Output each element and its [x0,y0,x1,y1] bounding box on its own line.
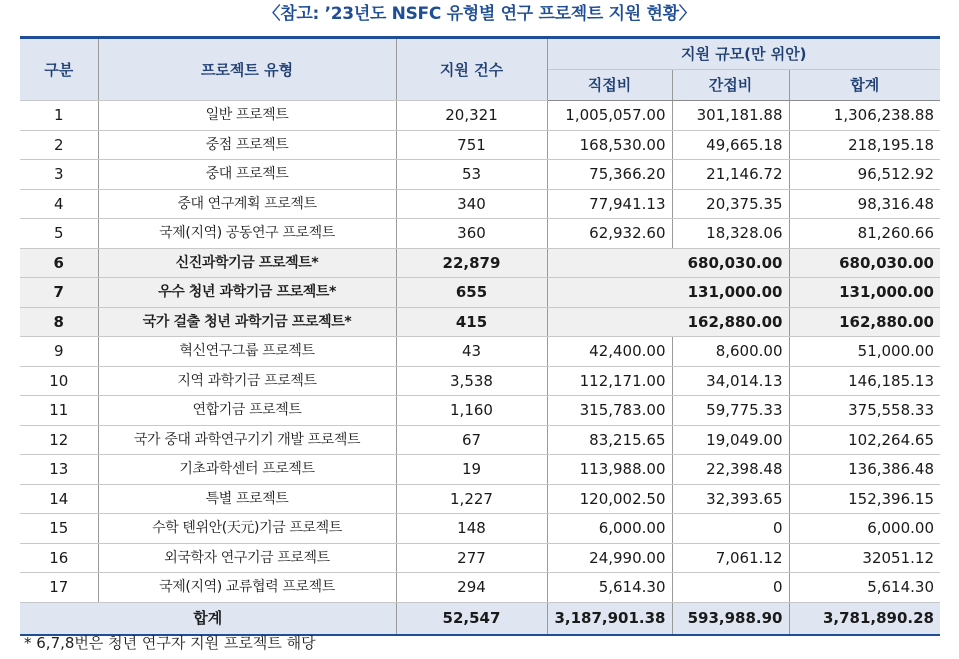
row-count: 294 [396,573,547,603]
nsfc-support-table [20,36,940,636]
table-row [20,101,940,131]
row-indirect-cost: 21,146.72 [672,160,789,190]
row-direct-cost: 112,171.00 [547,366,672,396]
row-direct-cost: 42,400.00 [547,337,672,367]
row-count: 360 [396,219,547,249]
row-total: 136,386.48 [789,455,940,485]
row-number: 7 [20,278,98,308]
table-row [20,307,940,337]
row-project-type: 기초과학센터 프로젝트 [98,455,396,485]
row-total: 146,185.13 [789,366,940,396]
row-indirect-cost: 49,665.18 [672,130,789,160]
row-total: 5,614.30 [789,573,940,603]
total-row [20,602,940,635]
row-project-type: 신진과학기금 프로젝트* [98,248,396,278]
header-indirect-cost: 간접비 [672,70,789,101]
table-title: 〈참고: ’23년도 NSFC 유형별 연구 프로젝트 지원 현황〉 [263,4,696,24]
table-body [20,101,940,603]
row-direct-cost: 315,783.00 [547,396,672,426]
row-count: 1,227 [396,484,547,514]
header-project-type: 프로젝트 유형 [98,38,396,101]
row-direct-cost: 77,941.13 [547,189,672,219]
row-number: 6 [20,248,98,278]
row-total: 162,880.00 [789,307,940,337]
row-total: 1,306,238.88 [789,101,940,131]
row-total: 51,000.00 [789,337,940,367]
row-project-type: 중대 연구계획 프로젝트 [98,189,396,219]
row-number: 13 [20,455,98,485]
row-number: 12 [20,425,98,455]
total-direct: 3,187,901.38 [547,602,672,635]
row-count: 415 [396,307,547,337]
row-count: 53 [396,160,547,190]
table-row [20,425,940,455]
table-row [20,573,940,603]
row-indirect-cost: 0 [672,573,789,603]
row-total: 6,000.00 [789,514,940,544]
row-count: 19 [396,455,547,485]
row-number: 2 [20,130,98,160]
row-direct-cost: 113,988.00 [547,455,672,485]
row-total: 32051.12 [789,543,940,573]
row-number: 14 [20,484,98,514]
row-direct-cost: 1,005,057.00 [547,101,672,131]
row-total: 96,512.92 [789,160,940,190]
row-number: 4 [20,189,98,219]
row-count: 43 [396,337,547,367]
row-project-type: 중대 프로젝트 [98,160,396,190]
table-row [20,160,940,190]
total-indirect: 593,988.90 [672,602,789,635]
row-number: 8 [20,307,98,337]
table-row [20,484,940,514]
header-support-scale: 지원 규모(만 위안) [547,38,940,70]
row-count: 277 [396,543,547,573]
row-indirect-cost: 8,600.00 [672,337,789,367]
footnote: * 6,7,8번은 청년 연구자 지원 프로젝트 해당 [24,634,316,652]
row-project-type: 국가 중대 과학연구기기 개발 프로젝트 [98,425,396,455]
row-total: 81,260.66 [789,219,940,249]
total-label: 합계 [20,602,396,635]
table-row [20,543,940,573]
row-direct-cost: 75,366.20 [547,160,672,190]
row-number: 5 [20,219,98,249]
table-row [20,189,940,219]
row-indirect-cost: 34,014.13 [672,366,789,396]
table-row [20,396,940,426]
row-total: 218,195.18 [789,130,940,160]
row-direct-cost: 6,000.00 [547,514,672,544]
row-project-type: 연합기금 프로젝트 [98,396,396,426]
row-count: 20,321 [396,101,547,131]
row-number: 3 [20,160,98,190]
row-project-type: 우수 청년 과학기금 프로젝트* [98,278,396,308]
row-indirect-cost: 0 [672,514,789,544]
row-project-type: 국제(지역) 공동연구 프로젝트 [98,219,396,249]
row-project-type: 혁신연구그룹 프로젝트 [98,337,396,367]
row-project-type: 국제(지역) 교류협력 프로젝트 [98,573,396,603]
row-total: 98,316.48 [789,189,940,219]
table-row [20,248,940,278]
total-count: 52,547 [396,602,547,635]
row-project-type: 특별 프로젝트 [98,484,396,514]
row-indirect-cost: 59,775.33 [672,396,789,426]
row-project-type: 수학 톈위안(天元)기금 프로젝트 [98,514,396,544]
header-direct-cost: 직접비 [547,70,672,101]
row-indirect-cost: 32,393.65 [672,484,789,514]
row-total: 375,558.33 [789,396,940,426]
row-number: 15 [20,514,98,544]
row-total: 102,264.65 [789,425,940,455]
table-row [20,278,940,308]
row-count: 1,160 [396,396,547,426]
table-row [20,130,940,160]
row-direct-cost: 120,002.50 [547,484,672,514]
row-project-type: 일반 프로젝트 [98,101,396,131]
row-merged-cost: 680,030.00 [547,248,789,278]
total-sum: 3,781,890.28 [789,602,940,635]
row-number: 16 [20,543,98,573]
row-indirect-cost: 18,328.06 [672,219,789,249]
row-project-type: 지역 과학기금 프로젝트 [98,366,396,396]
header-sum: 합계 [789,70,940,101]
row-indirect-cost: 301,181.88 [672,101,789,131]
row-count: 67 [396,425,547,455]
row-number: 9 [20,337,98,367]
row-total: 680,030.00 [789,248,940,278]
row-total: 131,000.00 [789,278,940,308]
row-direct-cost: 62,932.60 [547,219,672,249]
row-number: 11 [20,396,98,426]
row-number: 10 [20,366,98,396]
row-number: 1 [20,101,98,131]
row-direct-cost: 24,990.00 [547,543,672,573]
row-total: 152,396.15 [789,484,940,514]
row-project-type: 국가 걸출 청년 과학기금 프로젝트* [98,307,396,337]
row-direct-cost: 5,614.30 [547,573,672,603]
table-row [20,455,940,485]
row-count: 148 [396,514,547,544]
row-indirect-cost: 20,375.35 [672,189,789,219]
row-direct-cost: 168,530.00 [547,130,672,160]
row-project-type: 중점 프로젝트 [98,130,396,160]
row-project-type: 외국학자 연구기금 프로젝트 [98,543,396,573]
row-merged-cost: 131,000.00 [547,278,789,308]
row-indirect-cost: 19,049.00 [672,425,789,455]
row-indirect-cost: 7,061.12 [672,543,789,573]
header-category: 구분 [20,38,98,101]
row-direct-cost: 83,215.65 [547,425,672,455]
table-row [20,366,940,396]
row-count: 751 [396,130,547,160]
table-row [20,514,940,544]
row-merged-cost: 162,880.00 [547,307,789,337]
row-number: 17 [20,573,98,603]
row-count: 655 [396,278,547,308]
row-count: 3,538 [396,366,547,396]
table-row [20,337,940,367]
row-indirect-cost: 22,398.48 [672,455,789,485]
row-count: 22,879 [396,248,547,278]
header-count: 지원 건수 [396,38,547,101]
row-count: 340 [396,189,547,219]
table-row [20,219,940,249]
